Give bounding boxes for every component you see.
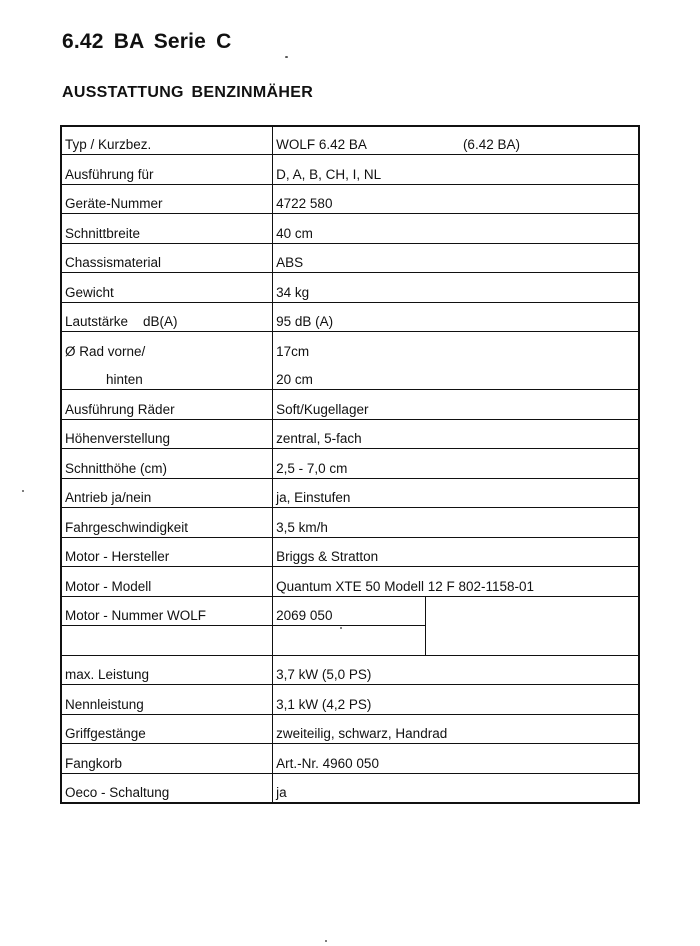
table-row [61,302,639,332]
scan-speck [285,56,288,58]
row-label: Nennleistung [61,685,273,715]
row-value: ABS [273,243,639,273]
row-value: Quantum XTE 50 Modell 12 F 802-1158-01 [273,567,639,597]
table-row [61,773,639,803]
row-value-extra: (6.42 BA) [462,137,520,152]
table-row [61,449,639,479]
table-row [61,685,639,715]
row-value: Art.-Nr. 4960 050 [273,744,639,774]
table-row [61,567,639,597]
row-label: Fahrgeschwindigkeit [61,508,273,538]
row-value [273,626,426,656]
table-row [61,478,639,508]
row-label: Antrieb ja/nein [61,478,273,508]
row-label: Motor - Modell [61,567,273,597]
table-row [61,596,639,626]
row-value: 3,5 km/h [273,508,639,538]
table-row [61,214,639,244]
row-value: 2069 050 [273,596,426,626]
table-row [61,714,639,744]
row-label: Ausführung Räder [61,390,273,420]
row-label: max. Leistung [61,655,273,685]
row-value: zweiteilig, schwarz, Handrad [273,714,639,744]
row-value: ja [273,773,639,803]
row-label: Oeco - Schaltung [61,773,273,803]
table-row [61,508,639,538]
table-row [61,126,639,155]
row-label: Gewicht [61,273,273,303]
row-label: Höhenverstellung [61,419,273,449]
row-value: zentral, 5-fach [273,419,639,449]
row-value: 3,7 kW (5,0 PS) [273,655,639,685]
table-row [61,332,639,361]
table-row [61,361,639,390]
row-value: 20 cm [273,361,639,390]
row-label: Geräte-Nummer [61,184,273,214]
row-value: Soft/Kugellager [273,390,639,420]
row-value: D, A, B, CH, I, NL [273,155,639,185]
row-value: ja, Einstufen [273,478,639,508]
row-label: Motor - Hersteller [61,537,273,567]
table-row [61,537,639,567]
row-value: 4722 580 [273,184,639,214]
row-label: hinten [61,361,273,390]
row-label: Chassismaterial [61,243,273,273]
row-label: Griffgestänge [61,714,273,744]
row-value: 95 dB (A) [273,302,639,332]
empty-cell [425,596,639,655]
row-value: 40 cm [273,214,639,244]
row-label: Schnitthöhe (cm) [61,449,273,479]
spec-table [60,125,640,804]
row-value: 3,1 kW (4,2 PS) [273,685,639,715]
scan-speck [340,627,342,629]
page-title: 6.42 BA Serie C [62,30,232,53]
row-value: Briggs & Stratton [273,537,639,567]
scan-speck [325,940,327,942]
row-label: Ø Rad vorne/ [61,332,273,361]
table-row [61,273,639,303]
row-label: Lautstärke dB(A) [61,302,273,332]
table-row [61,655,639,685]
table-row [61,419,639,449]
table-row [61,155,639,185]
row-label: Fangkorb [61,744,273,774]
row-value: 34 kg [273,273,639,303]
table-row [61,744,639,774]
row-label: Schnittbreite [61,214,273,244]
row-label: Typ / Kurzbez. [61,126,273,155]
scan-speck [22,490,24,492]
row-label: Motor - Nummer WOLF [61,596,273,626]
table-row [61,390,639,420]
table-row [61,184,639,214]
table-row [61,243,639,273]
row-label: Ausführung für [61,155,273,185]
row-value: 2,5 - 7,0 cm [273,449,639,479]
row-label [61,626,273,656]
row-value: WOLF 6.42 BA (6.42 BA) [273,126,639,155]
section-heading: AUSSTATTUNG BENZINMÄHER [62,84,314,101]
row-value: 17cm [273,332,639,361]
